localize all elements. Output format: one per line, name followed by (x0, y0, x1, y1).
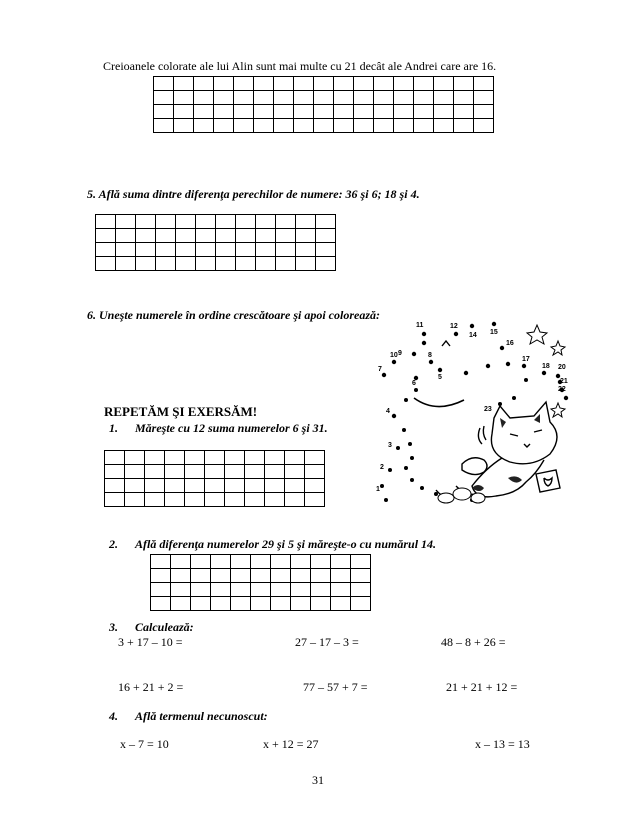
grid-cell[interactable] (174, 91, 194, 105)
grid-cell[interactable] (136, 229, 156, 243)
grid-cell[interactable] (236, 215, 256, 229)
grid-cell[interactable] (171, 555, 191, 569)
dot-number: 18 (542, 363, 550, 370)
calc-expression: 16 + 21 + 2 = (118, 680, 184, 694)
ex2-line (109, 537, 436, 551)
grid-cell[interactable] (474, 77, 494, 91)
calc-expression: 48 – 8 + 26 = (441, 635, 506, 649)
grid-cell[interactable] (256, 257, 276, 271)
dot-number: 21 (560, 378, 568, 385)
dot-number: 22 (558, 386, 566, 393)
grid-cell[interactable] (271, 569, 291, 583)
grid-cell[interactable] (205, 493, 225, 507)
calc-expression: 27 – 17 – 3 = (295, 635, 359, 649)
grid-cell[interactable] (196, 215, 216, 229)
answer-grid-task5[interactable] (95, 214, 336, 271)
grid-cell[interactable] (251, 569, 271, 583)
grid-row (96, 243, 336, 257)
grid-cell[interactable] (216, 257, 236, 271)
grid-cell[interactable] (145, 493, 165, 507)
grid-cell[interactable] (251, 555, 271, 569)
grid-cell[interactable] (205, 465, 225, 479)
grid-cell[interactable] (125, 465, 145, 479)
grid-cell[interactable] (434, 77, 454, 91)
page-number: 31 (312, 773, 324, 787)
grid-cell[interactable] (191, 555, 211, 569)
dot-number: 12 (450, 323, 458, 330)
grid-cell[interactable] (394, 77, 414, 91)
grid-cell[interactable] (185, 493, 205, 507)
grid-cell[interactable] (334, 91, 354, 105)
grid-row (105, 451, 325, 465)
grid-cell[interactable] (296, 229, 316, 243)
grid-cell[interactable] (125, 451, 145, 465)
grid-cell[interactable] (251, 583, 271, 597)
grid-cell[interactable] (474, 119, 494, 133)
grid-cell[interactable] (245, 493, 265, 507)
grid-cell[interactable] (136, 215, 156, 229)
grid-cell[interactable] (191, 583, 211, 597)
grid-cell[interactable] (145, 479, 165, 493)
grid-cell[interactable] (216, 243, 236, 257)
grid-cell[interactable] (185, 451, 205, 465)
grid-cell[interactable] (105, 465, 125, 479)
grid-cell[interactable] (291, 569, 311, 583)
grid-cell[interactable] (274, 105, 294, 119)
grid-cell[interactable] (276, 229, 296, 243)
cat-drawing (376, 318, 576, 508)
grid-cell[interactable] (271, 583, 291, 597)
intro-text: Creioanele colorate ale lui Alin sunt mai multe cu 21 decât ale Andrei care are 16. (103, 59, 497, 73)
grid-cell[interactable] (211, 597, 231, 611)
grid-cell[interactable] (265, 451, 285, 465)
ex4-number: 4. (109, 709, 118, 723)
answer-grid-ex2[interactable] (150, 554, 371, 611)
grid-cell[interactable] (334, 77, 354, 91)
grid-cell[interactable] (125, 479, 145, 493)
dot-number: 10 (390, 352, 398, 359)
grid-cell[interactable] (305, 465, 325, 479)
grid-cell[interactable] (354, 105, 374, 119)
grid-cell[interactable] (265, 479, 285, 493)
dot-to-dot-picture (376, 318, 576, 508)
grid-row (96, 215, 336, 229)
grid-cell[interactable] (165, 479, 185, 493)
ex1-text: Măreşte cu 12 suma numerelor 6 şi 31. (135, 421, 328, 435)
grid-cell[interactable] (171, 597, 191, 611)
grid-cell[interactable] (194, 91, 214, 105)
grid-row (154, 77, 494, 91)
grid-cell[interactable] (296, 215, 316, 229)
ex4-text: Află termenul necunoscut: (135, 709, 268, 723)
grid-cell[interactable] (156, 229, 176, 243)
dot-number: 6 (412, 380, 416, 387)
dot-number: 16 (506, 340, 514, 347)
grid-cell[interactable] (331, 583, 351, 597)
grid-cell[interactable] (245, 451, 265, 465)
grid-row (151, 569, 371, 583)
grid-cell[interactable] (414, 105, 434, 119)
equation: x – 7 = 10 (120, 737, 169, 751)
grid-row (151, 597, 371, 611)
grid-cell[interactable] (231, 555, 251, 569)
grid-cell[interactable] (256, 229, 276, 243)
grid-row (154, 105, 494, 119)
task6-number: 6. (87, 308, 96, 322)
dot-number: 2 (380, 464, 384, 471)
ex3-number: 3. (109, 620, 118, 634)
grid-cell[interactable] (171, 569, 191, 583)
grid-cell[interactable] (105, 451, 125, 465)
grid-cell[interactable] (414, 77, 434, 91)
grid-cell[interactable] (474, 91, 494, 105)
grid-cell[interactable] (174, 77, 194, 91)
grid-row (96, 229, 336, 243)
grid-cell[interactable] (216, 229, 236, 243)
ex2-number: 2. (109, 537, 118, 551)
grid-cell[interactable] (316, 257, 336, 271)
grid-cell[interactable] (256, 215, 276, 229)
grid-cell[interactable] (211, 569, 231, 583)
dot-number: 20 (558, 364, 566, 371)
grid-cell[interactable] (105, 493, 125, 507)
grid-cell[interactable] (245, 465, 265, 479)
dot-number: 7 (378, 366, 382, 373)
grid-cell[interactable] (256, 243, 276, 257)
grid-cell[interactable] (254, 91, 274, 105)
grid-cell[interactable] (214, 119, 234, 133)
grid-cell[interactable] (434, 119, 454, 133)
dot-number: 17 (522, 356, 530, 363)
grid-cell[interactable] (96, 257, 116, 271)
grid-cell[interactable] (374, 91, 394, 105)
grid-cell[interactable] (314, 91, 334, 105)
grid-cell[interactable] (116, 215, 136, 229)
grid-cell[interactable] (211, 583, 231, 597)
dot-number: 23 (484, 406, 492, 413)
grid-cell[interactable] (334, 119, 354, 133)
grid-cell[interactable] (176, 229, 196, 243)
grid-cell[interactable] (234, 105, 254, 119)
grid-cell[interactable] (96, 243, 116, 257)
task5-line (87, 187, 420, 201)
grid-cell[interactable] (271, 555, 291, 569)
grid-cell[interactable] (316, 215, 336, 229)
grid-cell[interactable] (354, 77, 374, 91)
grid-cell[interactable] (225, 465, 245, 479)
grid-cell[interactable] (351, 569, 371, 583)
grid-cell[interactable] (136, 243, 156, 257)
grid-cell[interactable] (291, 583, 311, 597)
dot-number: 9 (398, 350, 402, 357)
grid-cell[interactable] (434, 91, 454, 105)
grid-cell[interactable] (314, 77, 334, 91)
ex3-text: Calculează: (135, 620, 194, 634)
grid-cell[interactable] (191, 569, 211, 583)
grid-cell[interactable] (214, 91, 234, 105)
grid-cell[interactable] (176, 215, 196, 229)
grid-cell[interactable] (331, 555, 351, 569)
grid-row (151, 555, 371, 569)
grid-cell[interactable] (231, 583, 251, 597)
grid-cell[interactable] (156, 257, 176, 271)
dot-number: 3 (388, 442, 392, 449)
grid-cell[interactable] (151, 597, 171, 611)
grid-cell[interactable] (214, 77, 234, 91)
grid-cell[interactable] (194, 105, 214, 119)
grid-cell[interactable] (234, 91, 254, 105)
grid-cell[interactable] (145, 465, 165, 479)
ex1-number: 1. (109, 421, 118, 435)
grid-cell[interactable] (156, 215, 176, 229)
grid-cell[interactable] (234, 77, 254, 91)
grid-cell[interactable] (331, 569, 351, 583)
grid-row (105, 493, 325, 507)
grid-cell[interactable] (311, 597, 331, 611)
grid-cell[interactable] (174, 105, 194, 119)
grid-cell[interactable] (194, 119, 214, 133)
grid-cell[interactable] (245, 479, 265, 493)
grid-row (154, 91, 494, 105)
grid-cell[interactable] (305, 451, 325, 465)
calc-expression: 3 + 17 – 10 = (118, 635, 183, 649)
grid-cell[interactable] (254, 105, 274, 119)
grid-cell[interactable] (116, 257, 136, 271)
dot-number: 5 (438, 374, 442, 381)
grid-cell[interactable] (105, 479, 125, 493)
grid-cell[interactable] (194, 77, 214, 91)
grid-cell[interactable] (236, 243, 256, 257)
grid-cell[interactable] (174, 119, 194, 133)
grid-cell[interactable] (294, 91, 314, 105)
grid-cell[interactable] (311, 569, 331, 583)
grid-cell[interactable] (454, 77, 474, 91)
task5-text: Află suma dintre diferenţa perechilor de numere: 36 şi 6; 18 şi 4. (98, 187, 420, 201)
grid-cell[interactable] (116, 229, 136, 243)
dot-number: 8 (428, 352, 432, 359)
grid-cell[interactable] (136, 257, 156, 271)
grid-cell[interactable] (454, 91, 474, 105)
grid-cell[interactable] (196, 257, 216, 271)
task6-line (87, 308, 380, 322)
grid-cell[interactable] (165, 465, 185, 479)
grid-cell[interactable] (151, 583, 171, 597)
grid-cell[interactable] (176, 257, 196, 271)
grid-cell[interactable] (351, 555, 371, 569)
grid-cell[interactable] (231, 569, 251, 583)
grid-cell[interactable] (305, 479, 325, 493)
ex1-line (109, 421, 328, 435)
grid-row (96, 257, 336, 271)
grid-cell[interactable] (454, 105, 474, 119)
dot-number: 11 (416, 322, 424, 329)
grid-cell[interactable] (296, 243, 316, 257)
ex4-line (109, 709, 268, 723)
grid-cell[interactable] (225, 479, 245, 493)
grid-cell[interactable] (276, 243, 296, 257)
grid-cell[interactable] (394, 91, 414, 105)
grid-cell[interactable] (434, 105, 454, 119)
grid-cell[interactable] (96, 215, 116, 229)
grid-cell[interactable] (211, 555, 231, 569)
grid-cell[interactable] (474, 105, 494, 119)
grid-cell[interactable] (185, 465, 205, 479)
grid-cell[interactable] (151, 569, 171, 583)
grid-cell[interactable] (351, 597, 371, 611)
grid-cell[interactable] (394, 119, 414, 133)
grid-cell[interactable] (205, 479, 225, 493)
grid-cell[interactable] (125, 493, 145, 507)
grid-cell[interactable] (285, 465, 305, 479)
grid-cell[interactable] (265, 493, 285, 507)
grid-cell[interactable] (351, 583, 371, 597)
grid-cell[interactable] (354, 91, 374, 105)
grid-cell[interactable] (196, 243, 216, 257)
ex2-text: Află diferenţa numerelor 29 şi 5 şi măreşte-o cu numărul 14. (135, 537, 437, 551)
calc-expression: 21 + 21 + 12 = (446, 680, 518, 694)
grid-cell[interactable] (314, 105, 334, 119)
answer-grid-intro[interactable] (153, 76, 494, 133)
grid-cell[interactable] (454, 119, 474, 133)
grid-cell[interactable] (316, 243, 336, 257)
grid-cell[interactable] (185, 479, 205, 493)
grid-cell[interactable] (311, 583, 331, 597)
grid-cell[interactable] (314, 119, 334, 133)
grid-cell[interactable] (196, 229, 216, 243)
task6-text: Uneşte numerele în ordine crescătoare şi apoi colorează: (99, 308, 380, 322)
grid-cell[interactable] (296, 257, 316, 271)
section-title: REPETĂM ŞI EXERSĂM! (104, 404, 258, 419)
grid-row (105, 479, 325, 493)
grid-cell[interactable] (294, 119, 314, 133)
grid-cell[interactable] (374, 105, 394, 119)
grid-cell[interactable] (165, 451, 185, 465)
grid-cell[interactable] (145, 451, 165, 465)
grid-row (151, 583, 371, 597)
answer-grid-ex1[interactable] (104, 450, 325, 507)
grid-cell[interactable] (156, 243, 176, 257)
dot-number: 4 (386, 408, 390, 415)
grid-cell[interactable] (305, 493, 325, 507)
grid-cell[interactable] (191, 597, 211, 611)
equation: x – 13 = 13 (475, 737, 530, 751)
grid-cell[interactable] (176, 243, 196, 257)
grid-cell[interactable] (154, 119, 174, 133)
grid-cell[interactable] (236, 257, 256, 271)
grid-row (105, 465, 325, 479)
grid-cell[interactable] (285, 451, 305, 465)
dot-number: 1 (376, 486, 380, 493)
grid-cell[interactable] (171, 583, 191, 597)
grid-cell[interactable] (334, 105, 354, 119)
grid-cell[interactable] (225, 451, 245, 465)
grid-cell[interactable] (205, 451, 225, 465)
grid-cell[interactable] (394, 105, 414, 119)
grid-row (154, 119, 494, 133)
grid-cell[interactable] (154, 91, 174, 105)
grid-cell[interactable] (276, 257, 296, 271)
grid-cell[interactable] (165, 493, 185, 507)
grid-cell[interactable] (274, 77, 294, 91)
grid-cell[interactable] (251, 597, 271, 611)
grid-cell[interactable] (116, 243, 136, 257)
calc-expression: 77 – 57 + 7 = (303, 680, 368, 694)
grid-cell[interactable] (236, 229, 256, 243)
grid-cell[interactable] (271, 597, 291, 611)
grid-cell[interactable] (231, 597, 251, 611)
dot-number: 14 (469, 332, 477, 339)
grid-cell[interactable] (414, 119, 434, 133)
grid-cell[interactable] (96, 229, 116, 243)
grid-cell[interactable] (234, 119, 254, 133)
grid-cell[interactable] (285, 493, 305, 507)
grid-cell[interactable] (265, 465, 285, 479)
grid-cell[interactable] (294, 77, 314, 91)
grid-cell[interactable] (291, 597, 311, 611)
grid-cell[interactable] (274, 119, 294, 133)
grid-cell[interactable] (354, 119, 374, 133)
grid-cell[interactable] (254, 77, 274, 91)
grid-cell[interactable] (374, 77, 394, 91)
task5-number: 5. (87, 187, 96, 201)
grid-cell[interactable] (316, 229, 336, 243)
grid-cell[interactable] (285, 479, 305, 493)
grid-cell[interactable] (154, 77, 174, 91)
grid-cell[interactable] (151, 555, 171, 569)
grid-cell[interactable] (291, 555, 311, 569)
grid-cell[interactable] (276, 215, 296, 229)
grid-cell[interactable] (214, 105, 234, 119)
grid-cell[interactable] (225, 493, 245, 507)
grid-cell[interactable] (274, 91, 294, 105)
grid-cell[interactable] (374, 119, 394, 133)
grid-cell[interactable] (331, 597, 351, 611)
grid-cell[interactable] (414, 91, 434, 105)
dot-number: 15 (490, 329, 498, 336)
grid-cell[interactable] (154, 105, 174, 119)
equation: x + 12 = 27 (263, 737, 319, 751)
ex3-line (109, 620, 194, 634)
grid-cell[interactable] (216, 215, 236, 229)
grid-cell[interactable] (311, 555, 331, 569)
grid-cell[interactable] (254, 119, 274, 133)
grid-cell[interactable] (294, 105, 314, 119)
